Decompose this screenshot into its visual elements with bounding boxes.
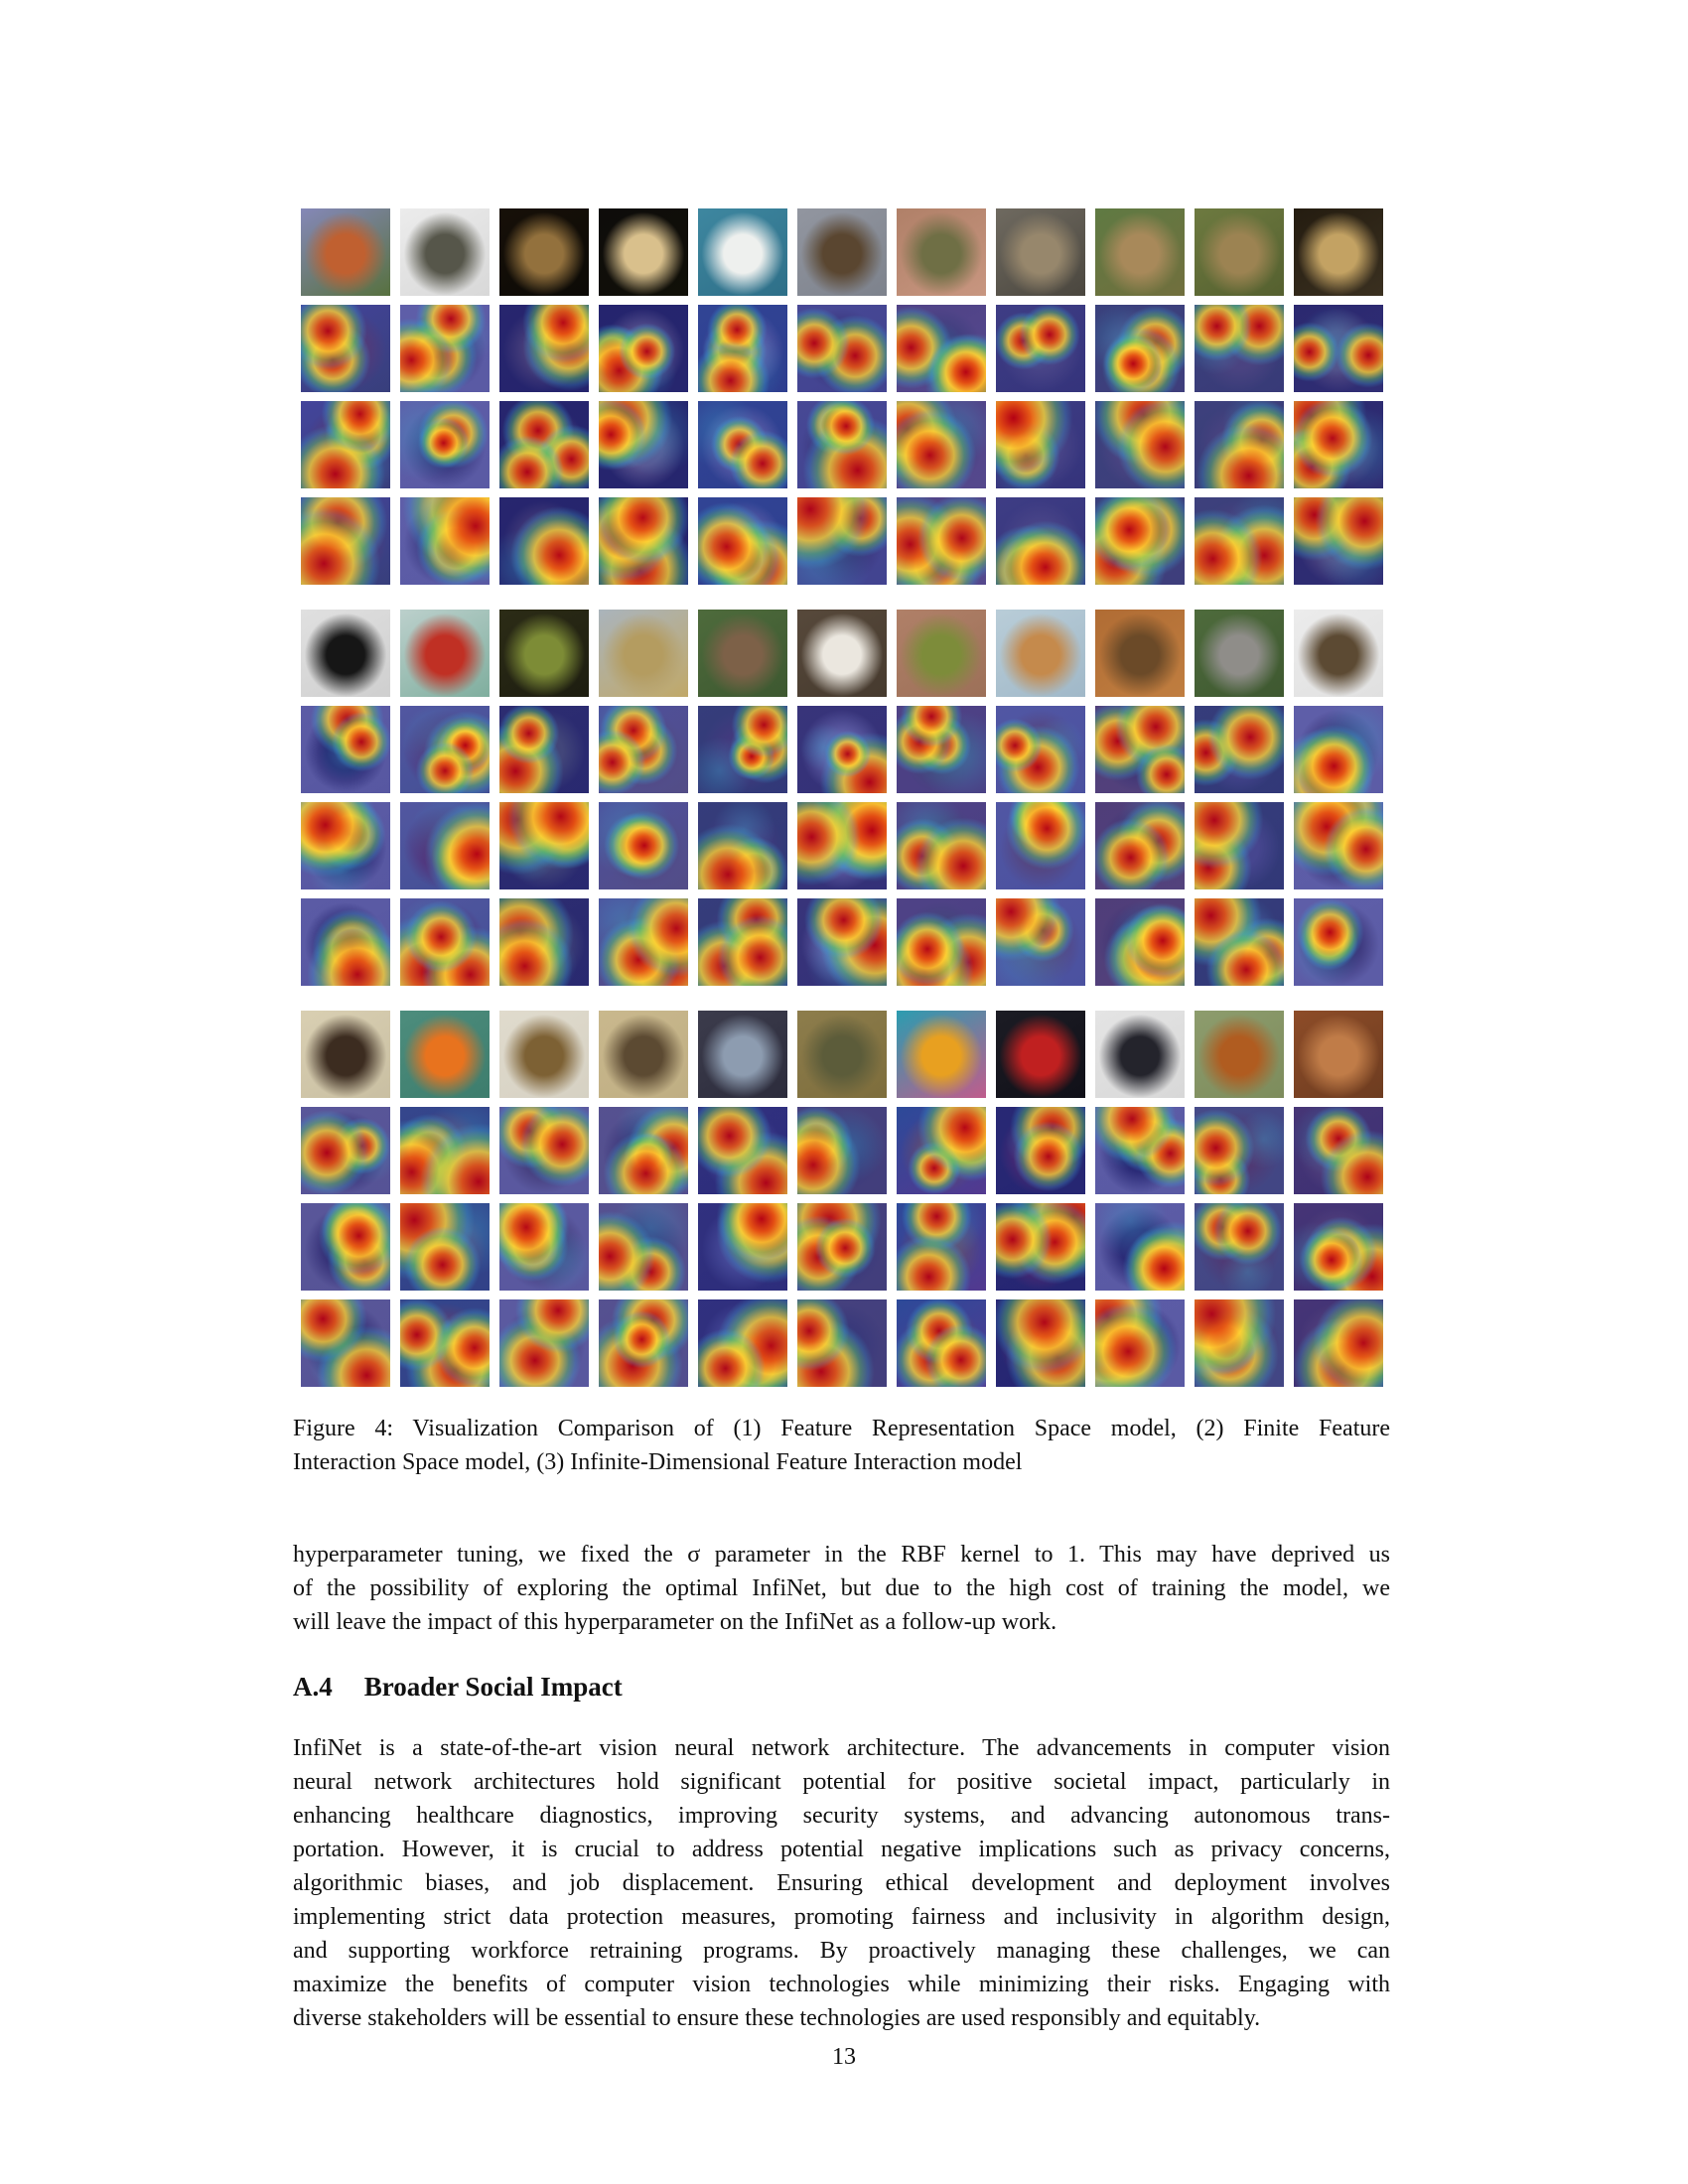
heatmap-heatmap-1-manuscript-text (599, 1107, 688, 1194)
section-heading (293, 1670, 623, 1704)
heatmap-heatmap-3-lion-portrait (1095, 497, 1185, 585)
heatmap-heatmap-1-lion-closeup (797, 1107, 887, 1194)
original-image-goldfish-orange (400, 1011, 490, 1098)
heatmap-heatmap-3-koi-fish (400, 898, 490, 986)
heatmap-heatmap-3-black-bag-red-label (996, 1299, 1085, 1387)
heatmap-heatmap-2-centipede (499, 1203, 589, 1291)
original-image-fossil-in-hand (897, 208, 986, 296)
heatmap-heatmap-2-white-persian-cat (698, 401, 787, 488)
body-paragraph-social-impact (293, 1731, 1390, 2035)
heatmap-heatmap-2-goldfish-orange (400, 1203, 490, 1291)
heatmap-heatmap-1-duck-on-water (797, 305, 887, 392)
heatmap-heatmap-2-black-bag-red-label (996, 1203, 1085, 1291)
heatmap-heatmap-2-cougar-field (599, 802, 688, 889)
original-image-black-jacket (301, 610, 390, 697)
heatmap-heatmap-2-frog-on-hand (897, 802, 986, 889)
heatmap-heatmap-3-fossil-in-hand (897, 497, 986, 585)
text-line: algorithmic biases, and job displacement. Ensuring ethical development and deployment involves (293, 1870, 1390, 1896)
figure-4-grid (301, 208, 1383, 1412)
heatmap-heatmap-3-goldfish-flowers (897, 1299, 986, 1387)
heatmap-heatmap-2-tabby-cat-leaves (1095, 802, 1185, 889)
heatmap-heatmap-3-manuscript-text (599, 1299, 688, 1387)
heatmap-heatmap-1-framed-picture (698, 1107, 787, 1194)
heatmap-heatmap-1-white-fluffy-dog (797, 706, 887, 793)
heatmap-heatmap-3-sea-anemone-dark (499, 497, 589, 585)
original-image-black-backpack (1095, 1011, 1185, 1098)
heatmap-heatmap-1-centipede (499, 1107, 589, 1194)
heatmap-heatmap-1-orangutan-sitting (1195, 1107, 1284, 1194)
heatmap-heatmap-2-stone-plaque (698, 802, 787, 889)
heatmap-heatmap-1-sea-anemone-dark (499, 305, 589, 392)
heatmap-heatmap-2-black-jacket (301, 802, 390, 889)
heatmap-heatmap-1-lion-portrait (1095, 305, 1185, 392)
heatmap-heatmap-2-fruit-cross-section (599, 401, 688, 488)
heatmap-heatmap-3-white-persian-cat (698, 497, 787, 585)
heatmap-heatmap-2-gorilla-sitting (301, 1203, 390, 1291)
heatmap-heatmap-3-lion-closeup (797, 1299, 887, 1387)
heatmap-heatmap-1-goldfish-flowers (897, 1107, 986, 1194)
heatmap-heatmap-2-duck-on-water (797, 401, 887, 488)
page-number: 13 (832, 2044, 856, 2070)
heatmap-heatmap-3-cougar-field (599, 898, 688, 986)
original-image-backpack-gray (400, 208, 490, 296)
heatmap-heatmap-1-calico-cat (996, 706, 1085, 793)
text-line: diverse stakeholders will be essential to ensure these technologies are used responsibly and equitably. (293, 2005, 1261, 2031)
original-image-framed-picture (698, 1011, 787, 1098)
heatmap-heatmap-3-rock-fossil (996, 497, 1085, 585)
original-image-black-bag-red-label (996, 1011, 1085, 1098)
heatmap-heatmap-1-rock-fossil (996, 305, 1085, 392)
original-image-lion-portrait (1095, 208, 1185, 296)
text-line: and supporting workforce retraining programs. By proactively managing these challenges, we can (293, 1938, 1390, 1964)
original-image-sea-anemone-dark (499, 208, 589, 296)
heatmap-heatmap-1-goldfish-orange (400, 1107, 490, 1194)
original-image-lion-lying-grass (1195, 208, 1284, 296)
heatmap-heatmap-2-manuscript-text (599, 1203, 688, 1291)
section-title: Broader Social Impact (363, 1672, 623, 1702)
text-line: of the possibility of exploring the optimal InfiNet, but due to the high cost of training the model, we (293, 1575, 1390, 1601)
heatmap-heatmap-1-koi-fish (400, 706, 490, 793)
heatmap-heatmap-1-fossil-pattern (1294, 305, 1383, 392)
body-paragraph-hyperparameter (293, 1538, 1390, 1639)
original-image-canada-goose (1294, 610, 1383, 697)
text-line: hyperparameter tuning, we fixed the σ parameter in the RBF kernel to 1. This may have deprived us (293, 1542, 1390, 1568)
heatmap-heatmap-1-backpack-gray (400, 305, 490, 392)
original-image-goldfish-flowers (897, 1011, 986, 1098)
heatmap-heatmap-2-sea-anemone-dark (499, 401, 589, 488)
heatmap-heatmap-3-stone-plaque (698, 898, 787, 986)
original-image-frog-on-hand (897, 610, 986, 697)
original-image-koala (1195, 610, 1284, 697)
heatmap-heatmap-1-orangutan-fur (1294, 1107, 1383, 1194)
heatmap-heatmap-2-fossil-pattern (1294, 401, 1383, 488)
heatmap-heatmap-1-lion-lying-grass (1195, 305, 1284, 392)
heatmap-heatmap-2-goldfish-aquarium (301, 401, 390, 488)
original-image-gorilla-sitting (301, 1011, 390, 1098)
heatmap-heatmap-3-canada-goose (1294, 898, 1383, 986)
heatmap-heatmap-3-black-backpack (1095, 1299, 1185, 1387)
heatmap-heatmap-1-black-backpack (1095, 1107, 1185, 1194)
original-image-bullfrog (499, 610, 589, 697)
heatmap-heatmap-3-gorilla-sitting (301, 1299, 390, 1387)
heatmap-heatmap-1-canada-goose (1294, 706, 1383, 793)
heatmap-heatmap-3-bullfrog (499, 898, 589, 986)
heatmap-heatmap-1-cougar-field (599, 706, 688, 793)
section-number: A.4 (293, 1672, 333, 1702)
text-line: InfiNet is a state-of-the-art vision neural network architecture. The advancements in computer vision (293, 1735, 1390, 1761)
text-line: portation. However, it is crucial to address potential negative implications such as privacy concerns, (293, 1837, 1390, 1862)
original-image-fruit-cross-section (599, 208, 688, 296)
heatmap-heatmap-2-bullfrog (499, 802, 589, 889)
heatmap-heatmap-2-lion-portrait (1095, 401, 1185, 488)
heatmap-heatmap-2-lion-lying-grass (1195, 401, 1284, 488)
heatmap-heatmap-1-black-jacket (301, 706, 390, 793)
heatmap-heatmap-2-orangutan-sitting (1195, 1203, 1284, 1291)
original-image-duck-on-water (797, 208, 887, 296)
original-image-stone-plaque (698, 610, 787, 697)
text-line: Figure 4: Visualization Comparison of (1) Feature Representation Space model, (2) Finite Feature (293, 1416, 1390, 1441)
heatmap-heatmap-3-calico-cat (996, 898, 1085, 986)
heatmap-heatmap-3-koala (1195, 898, 1284, 986)
original-image-koi-fish (400, 610, 490, 697)
heatmap-heatmap-1-fruit-cross-section (599, 305, 688, 392)
heatmap-heatmap-3-fossil-pattern (1294, 497, 1383, 585)
figure-block-2 (301, 610, 1383, 986)
original-image-orangutan-sitting (1195, 1011, 1284, 1098)
heatmap-heatmap-2-lion-closeup (797, 1203, 887, 1291)
heatmap-heatmap-3-framed-picture (698, 1299, 787, 1387)
heatmap-heatmap-2-backpack-gray (400, 401, 490, 488)
heatmap-heatmap-2-koala (1195, 802, 1284, 889)
heatmap-heatmap-1-fossil-in-hand (897, 305, 986, 392)
heatmap-heatmap-3-backpack-gray (400, 497, 490, 585)
heatmap-heatmap-2-black-backpack (1095, 1203, 1185, 1291)
text-line: neural network architectures hold significant potential for positive societal impact, particularly in (293, 1769, 1390, 1795)
heatmap-heatmap-1-gorilla-sitting (301, 1107, 390, 1194)
heatmap-heatmap-3-tabby-cat-leaves (1095, 898, 1185, 986)
heatmap-heatmap-2-koi-fish (400, 802, 490, 889)
original-image-lion-closeup (797, 1011, 887, 1098)
heatmap-heatmap-2-canada-goose (1294, 802, 1383, 889)
heatmap-heatmap-2-orangutan-fur (1294, 1203, 1383, 1291)
heatmap-heatmap-3-fruit-cross-section (599, 497, 688, 585)
original-image-cougar-field (599, 610, 688, 697)
text-line: maximize the benefits of computer vision technologies while minimizing their risks. Engaging with (293, 1972, 1390, 1997)
heatmap-heatmap-2-framed-picture (698, 1203, 787, 1291)
original-image-orangutan-fur (1294, 1011, 1383, 1098)
heatmap-heatmap-1-koala (1195, 706, 1284, 793)
heatmap-heatmap-2-rock-fossil (996, 401, 1085, 488)
text-line: will leave the impact of this hyperparameter on the InfiNet as a follow-up work. (293, 1609, 1057, 1635)
heatmap-heatmap-2-white-fluffy-dog (797, 802, 887, 889)
heatmap-heatmap-3-goldfish-orange (400, 1299, 490, 1387)
heatmap-heatmap-3-orangutan-fur (1294, 1299, 1383, 1387)
original-image-rock-fossil (996, 208, 1085, 296)
figure-caption (293, 1412, 1390, 1479)
original-image-manuscript-text (599, 1011, 688, 1098)
heatmap-heatmap-3-lion-lying-grass (1195, 497, 1284, 585)
heatmap-heatmap-3-duck-on-water (797, 497, 887, 585)
heatmap-heatmap-2-calico-cat (996, 802, 1085, 889)
heatmap-heatmap-1-black-bag-red-label (996, 1107, 1085, 1194)
heatmap-heatmap-3-centipede (499, 1299, 589, 1387)
original-image-tabby-cat-leaves (1095, 610, 1185, 697)
heatmap-heatmap-1-stone-plaque (698, 706, 787, 793)
heatmap-heatmap-2-fossil-in-hand (897, 401, 986, 488)
heatmap-heatmap-3-goldfish-aquarium (301, 497, 390, 585)
text-line: implementing strict data protection measures, promoting fairness and inclusivity in algorithm design, (293, 1904, 1390, 1930)
text-line: enhancing healthcare diagnostics, improving security systems, and advancing autonomous trans- (293, 1803, 1390, 1829)
heatmap-heatmap-3-frog-on-hand (897, 898, 986, 986)
heatmap-heatmap-1-goldfish-aquarium (301, 305, 390, 392)
text-line: Interaction Space model, (3) Infinite-Dimensional Feature Interaction model (293, 1449, 1023, 1475)
heatmap-heatmap-3-black-jacket (301, 898, 390, 986)
heatmap-heatmap-1-frog-on-hand (897, 706, 986, 793)
original-image-centipede (499, 1011, 589, 1098)
heatmap-heatmap-2-goldfish-flowers (897, 1203, 986, 1291)
figure-block-1 (301, 208, 1383, 585)
heatmap-heatmap-1-white-persian-cat (698, 305, 787, 392)
figure-block-3 (301, 1011, 1383, 1387)
original-image-goldfish-aquarium (301, 208, 390, 296)
heatmap-heatmap-1-bullfrog (499, 706, 589, 793)
heatmap-heatmap-3-white-fluffy-dog (797, 898, 887, 986)
heatmap-heatmap-3-orangutan-sitting (1195, 1299, 1284, 1387)
original-image-white-persian-cat (698, 208, 787, 296)
original-image-white-fluffy-dog (797, 610, 887, 697)
original-image-calico-cat (996, 610, 1085, 697)
heatmap-heatmap-1-tabby-cat-leaves (1095, 706, 1185, 793)
original-image-fossil-pattern (1294, 208, 1383, 296)
